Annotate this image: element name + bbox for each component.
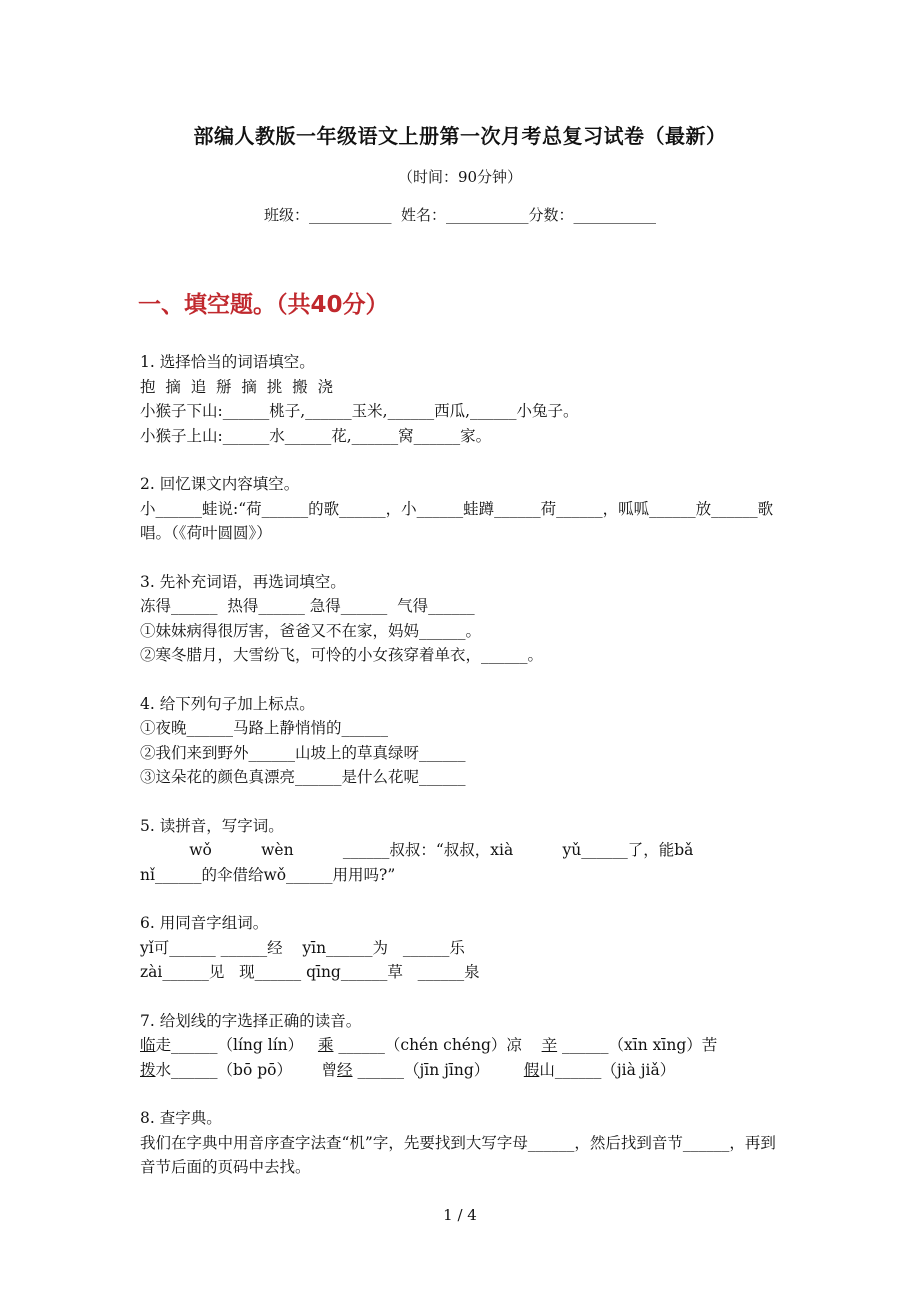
question-line: nǐ______的伞借给wǒ______用用吗?” xyxy=(140,865,396,884)
underlined-char: 乘 xyxy=(317,1036,334,1054)
underlined-char: 临 xyxy=(140,1036,156,1054)
question-line: 小猴子上山:______水______花,______窝______家。 xyxy=(140,426,492,445)
question-7 xyxy=(140,1009,780,1083)
exam-time: （时间：90分钟） xyxy=(397,168,523,186)
question-line: zài______见 现______ qīng______草 ______泉 xyxy=(140,963,480,981)
question-line xyxy=(140,1033,780,1058)
underlined-char: 假 xyxy=(523,1060,540,1079)
questions-body xyxy=(140,350,780,1204)
underlined-char: 拨 xyxy=(140,1060,156,1079)
line-text: 山______（jià jiǎ） xyxy=(539,1060,676,1079)
question-text: 小______蛙说:“荷______的歌______，小______蛙蹲______荷______，呱呱______放______歌唱。（《荷叶圆圆》） xyxy=(140,499,774,542)
question-title: 4. 给下列句子加上标点。 xyxy=(140,694,315,713)
line-text: 水______（bō pō） 曾 xyxy=(155,1060,338,1079)
line-text: ______（jīn jīng） xyxy=(352,1060,524,1079)
question-title: 7. 给划线的字选择正确的读音。 xyxy=(140,1011,362,1030)
question-title: 6. 用同音字组词。 xyxy=(140,914,269,932)
question-line: ②我们来到野外______山坡上的草真绿呀______ xyxy=(140,743,466,762)
word-bank: 抱 摘 追 掰 摘 挑 搬 浇 xyxy=(140,377,333,396)
underlined-char: 经 xyxy=(337,1060,353,1079)
question-title: 5. 读拼音，写字词。 xyxy=(140,816,284,835)
underlined-char: 辛 xyxy=(541,1036,558,1054)
question-2 xyxy=(140,472,780,546)
question-line: ①夜晚______马路上静悄悄的______ xyxy=(140,719,389,737)
question-8 xyxy=(140,1106,780,1180)
question-4 xyxy=(140,692,780,790)
question-line xyxy=(140,1058,780,1083)
line-text: ______（chén chéng）凉 xyxy=(333,1036,542,1054)
question-1 xyxy=(140,350,780,448)
question-line: ③这朵花的颜色真漂亮______是什么花呢______ xyxy=(140,768,466,786)
question-line: wǒ wèn ______叔叔：“叔叔，xià yǔ______了，能bǎ xyxy=(140,841,694,859)
question-5 xyxy=(140,814,780,888)
student-info-line: 班级：___________ 姓名：___________分数：___________ xyxy=(263,206,657,224)
question-title: 8. 查字典。 xyxy=(140,1109,222,1127)
section-heading: 一、填空题。（共40分） xyxy=(138,292,389,318)
question-3 xyxy=(140,570,780,668)
question-line: yǐ可______ ______经 yīn______为 ______乐 xyxy=(140,938,465,957)
page-title: 部编人教版一年级语文上册第一次月考总复习试卷（最新） xyxy=(193,124,727,148)
question-title: 1. 选择恰当的词语填空。 xyxy=(140,353,315,371)
question-6 xyxy=(140,911,780,985)
question-line: ①妹妹病得很厉害，爸爸又不在家，妈妈______。 xyxy=(140,621,482,640)
question-line: 冻得______ 热得______ 急得______ 气得______ xyxy=(140,597,475,615)
page-number: 1 / 4 xyxy=(443,1206,477,1224)
line-text: 走______（líng lín） xyxy=(155,1036,318,1054)
question-title: 3. 先补充词语，再选词填空。 xyxy=(140,572,346,591)
question-line: ②寒冬腊月，大雪纷飞，可怜的小女孩穿着单衣，______。 xyxy=(140,646,544,664)
question-line: 小猴子下山:______桃子,______玉米,______西瓜,______小兔子。 xyxy=(140,402,579,420)
question-title: 2. 回忆课文内容填空。 xyxy=(140,475,300,493)
question-text: 我们在字典中用音序查字法查“机”字，先要找到大写字母______，然后找到音节______，再到音节后面的页码中去找。 xyxy=(140,1133,776,1176)
line-text: ______（xīn xīng）苦 xyxy=(557,1036,718,1054)
